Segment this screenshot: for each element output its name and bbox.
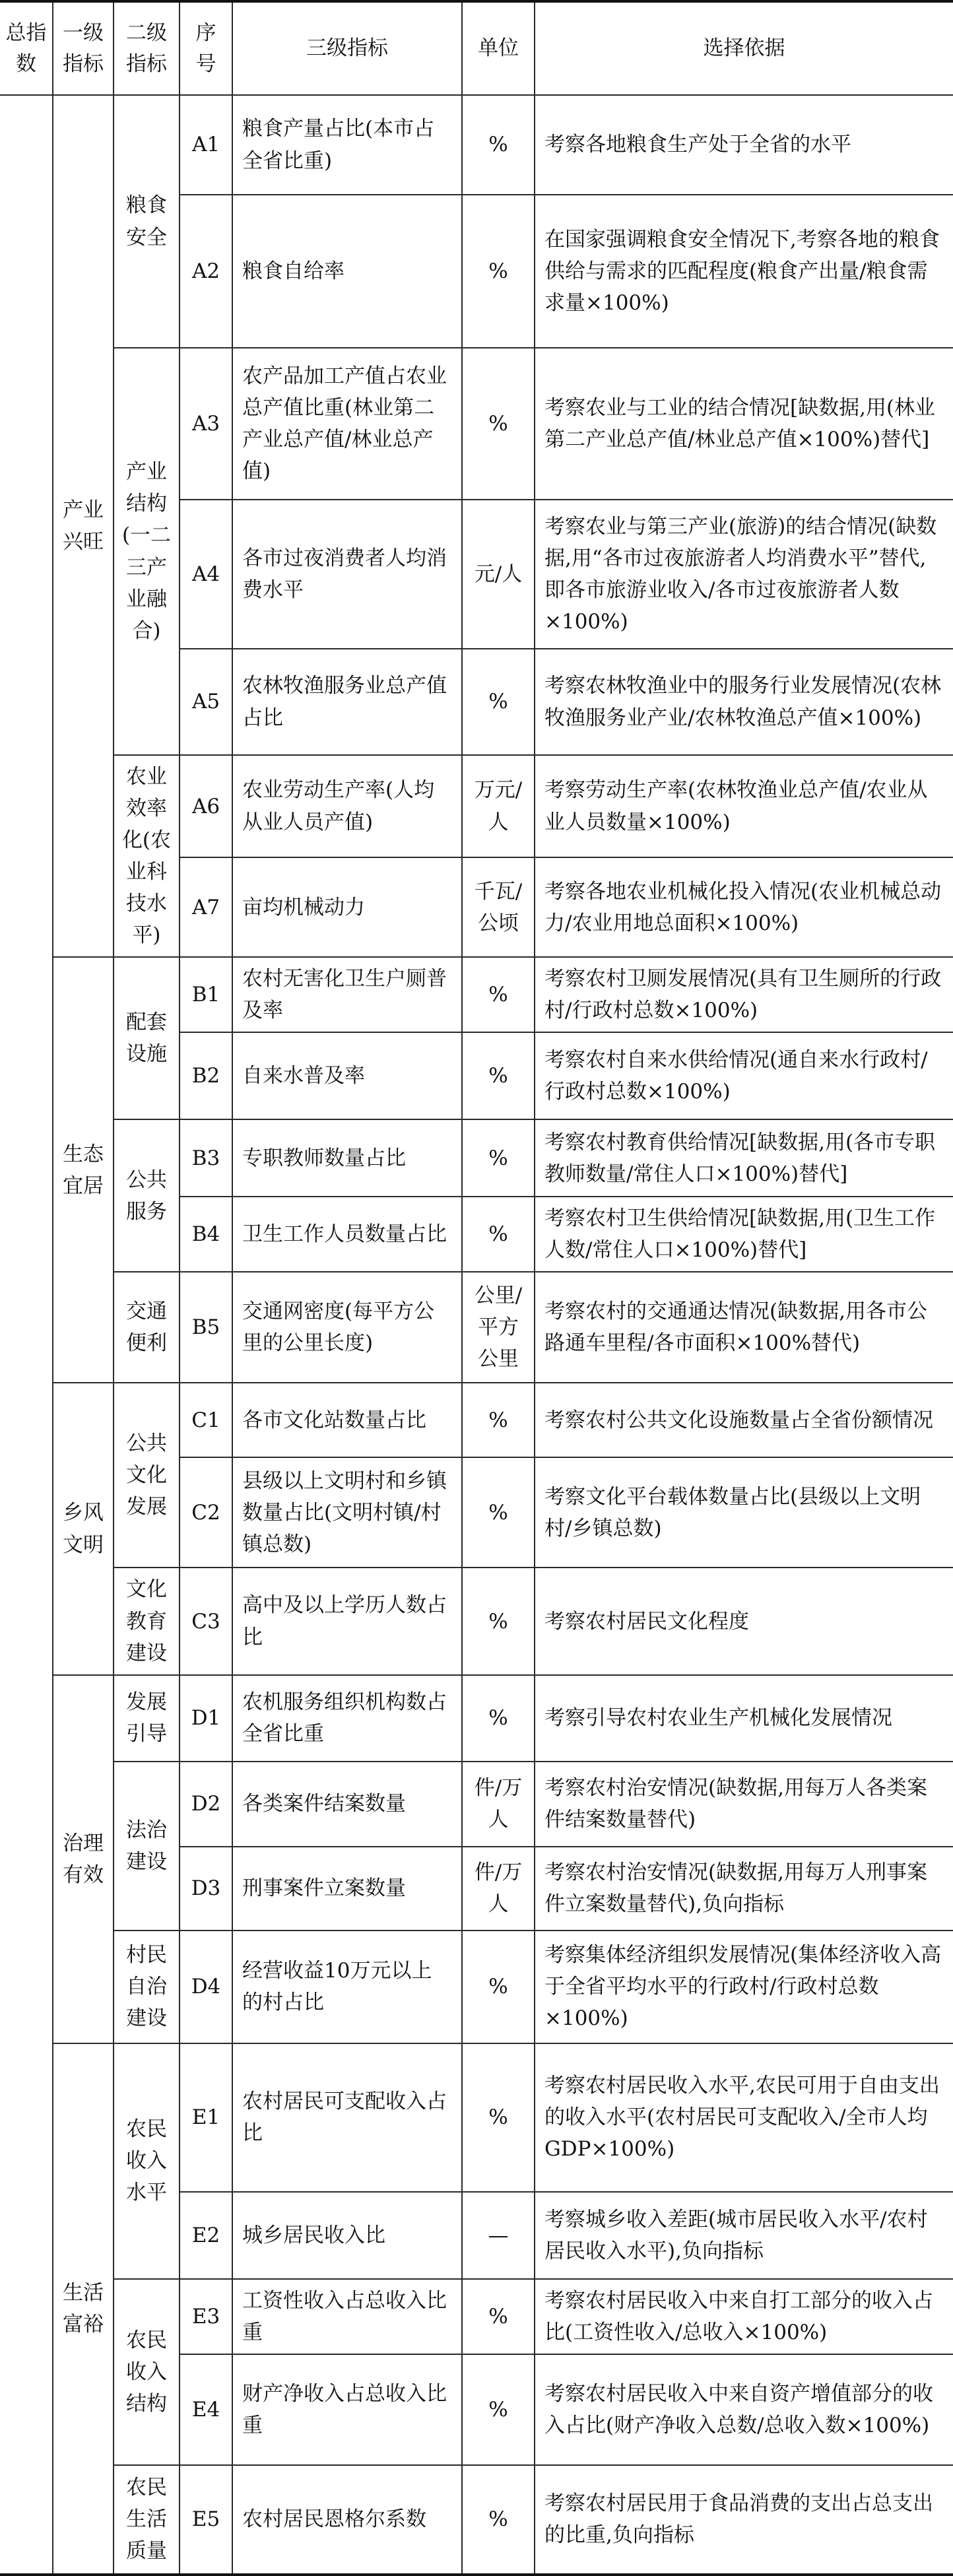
level2-cell: 交通便利: [114, 1272, 180, 1383]
header-level3: 三级指标: [232, 1, 462, 95]
unit-cell: 万元/人: [462, 755, 535, 857]
seq-cell: A7: [180, 857, 232, 957]
basis-cell: 考察各地农业机械化投入情况(农业机械总动力/农业用地总面积×100%): [535, 857, 953, 957]
basis-cell: 考察劳动生产率(农林牧渔业总产值/农业从业人员数量×100%): [535, 755, 953, 857]
table-row: [0, 348, 953, 500]
table-row: [0, 2465, 953, 2575]
header-basis: 选择依据: [535, 1, 953, 95]
level2-cell: 产业结构(一二三产业融合): [114, 348, 180, 755]
unit-cell: 件/万人: [462, 1762, 535, 1847]
level2-cell: 粮食安全: [114, 95, 180, 348]
unit-cell: —: [462, 2192, 535, 2279]
basis-cell: 考察农村的交通通达情况(缺数据,用各市公路通车里程/各市面积×100%替代): [535, 1272, 953, 1383]
level3-cell: 各市过夜消费者人均消费水平: [232, 500, 462, 649]
seq-cell: B2: [180, 1032, 232, 1119]
level3-cell: 农村居民恩格尔系数: [232, 2465, 462, 2575]
basis-cell: 考察农村自来水供给情况(通自来水行政村/行政村总数×100%): [535, 1032, 953, 1119]
table-row: [0, 755, 953, 857]
level3-cell: 亩均机械动力: [232, 857, 462, 957]
basis-cell: 考察农业与第三产业(旅游)的结合情况(缺数据,用“各市过夜旅游者人均消费水平”替代,即各市旅游业收入/各市过夜旅游者人数×100%): [535, 500, 953, 649]
level3-cell: 各市文化站数量占比: [232, 1383, 462, 1457]
level2-cell: 公共文化发展: [114, 1383, 180, 1568]
seq-cell: A1: [180, 95, 232, 195]
table-row: [0, 2043, 953, 2192]
basis-cell: 考察农村居民收入中来自打工部分的收入占比(工资性收入/总收入×100%): [535, 2279, 953, 2354]
unit-cell: 元/人: [462, 500, 535, 649]
basis-cell: 考察农村卫厕发展情况(具有卫生厕所的行政村/行政村总数×100%): [535, 957, 953, 1032]
unit-cell: %: [462, 1032, 535, 1119]
level3-cell: 高中及以上学历人数占比: [232, 1568, 462, 1674]
level3-cell: 农村无害化卫生户厕普及率: [232, 957, 462, 1032]
table-row: [0, 957, 953, 1032]
header-unit: 单位: [462, 1, 535, 95]
level3-cell: 县级以上文明村和乡镇数量占比(文明村镇/村镇总数): [232, 1457, 462, 1568]
level3-cell: 各类案件结案数量: [232, 1762, 462, 1847]
unit-cell: %: [462, 2043, 535, 2192]
seq-cell: B1: [180, 957, 232, 1032]
unit-cell: 件/万人: [462, 1847, 535, 1931]
level3-cell: 农产品加工产值占农业总产值比重(林业第二产业总产值/林业总产值): [232, 348, 462, 500]
basis-cell: 在国家强调粮食安全情况下,考察各地的粮食供给与需求的匹配程度(粮食产出量/粮食需求量×100%): [535, 195, 953, 348]
unit-cell: %: [462, 1675, 535, 1762]
basis-cell: 考察农村治安情况(缺数据,用每万人刑事案件立案数量替代),负向指标: [535, 1847, 953, 1931]
basis-cell: 考察农林牧渔业中的服务行业发展情况(农林牧渔服务业产业/农林牧渔总产值×100%): [535, 649, 953, 755]
seq-cell: B3: [180, 1119, 232, 1197]
basis-cell: 考察农村公共文化设施数量占全省份额情况: [535, 1383, 953, 1457]
table-row: [0, 1272, 953, 1383]
seq-cell: E3: [180, 2279, 232, 2354]
basis-cell: 考察农村居民文化程度: [535, 1568, 953, 1674]
seq-cell: A4: [180, 500, 232, 649]
level3-cell: 农林牧渔服务业总产值占比: [232, 649, 462, 755]
seq-cell: A3: [180, 348, 232, 500]
level2-cell: 发展引导: [114, 1675, 180, 1762]
seq-cell: C3: [180, 1568, 232, 1674]
seq-cell: A6: [180, 755, 232, 857]
unit-cell: %: [462, 1931, 535, 2043]
level2-cell: 村民自治建设: [114, 1931, 180, 2043]
level3-cell: 农村居民可支配收入占比: [232, 2043, 462, 2192]
total-index-cell: [0, 95, 53, 2575]
level3-cell: 工资性收入占总收入比重: [232, 2279, 462, 2354]
table-row: [0, 1675, 953, 1762]
level2-cell: 文化教育建设: [114, 1568, 180, 1674]
seq-cell: D3: [180, 1847, 232, 1931]
seq-cell: E2: [180, 2192, 232, 2279]
seq-cell: D4: [180, 1931, 232, 2043]
level2-cell: 法治建设: [114, 1762, 180, 1931]
seq-cell: E1: [180, 2043, 232, 2192]
level2-cell: 公共服务: [114, 1119, 180, 1272]
unit-cell: %: [462, 1383, 535, 1457]
unit-cell: %: [462, 957, 535, 1032]
level2-cell: 农民生活质量: [114, 2465, 180, 2575]
basis-cell: 考察引导农村农业生产机械化发展情况: [535, 1675, 953, 1762]
level3-cell: 专职教师数量占比: [232, 1119, 462, 1197]
level3-cell: 自来水普及率: [232, 1032, 462, 1119]
unit-cell: %: [462, 95, 535, 195]
level1-cell: 治理有效: [53, 1675, 114, 2043]
level2-cell: 农业效率化(农业科技水平): [114, 755, 180, 957]
unit-cell: %: [462, 1119, 535, 1197]
basis-cell: 考察城乡收入差距(城市居民收入水平/农村居民收入水平),负向指标: [535, 2192, 953, 2279]
table-row: [0, 1568, 953, 1674]
basis-cell: 考察农村居民收入水平,农民可用于自由支出的收入水平(农村居民可支配收入/全市人均GDP×100%): [535, 2043, 953, 2192]
level3-cell: 粮食自给率: [232, 195, 462, 348]
seq-cell: A5: [180, 649, 232, 755]
table-row: [0, 2279, 953, 2354]
unit-cell: %: [462, 348, 535, 500]
level2-cell: 配套设施: [114, 957, 180, 1119]
level3-cell: 交通网密度(每平方公里的公里长度): [232, 1272, 462, 1383]
header-row: [0, 1, 953, 95]
header-level1: 一级指标: [53, 1, 114, 95]
unit-cell: %: [462, 2354, 535, 2465]
unit-cell: %: [462, 2465, 535, 2575]
seq-cell: C2: [180, 1457, 232, 1568]
level3-cell: 卫生工作人员数量占比: [232, 1197, 462, 1272]
seq-cell: E4: [180, 2354, 232, 2465]
seq-cell: E5: [180, 2465, 232, 2575]
basis-cell: 考察农村治安情况(缺数据,用每万人各类案件结案数量替代): [535, 1762, 953, 1847]
level3-cell: 刑事案件立案数量: [232, 1847, 462, 1931]
level3-cell: 城乡居民收入比: [232, 2192, 462, 2279]
seq-cell: D1: [180, 1675, 232, 1762]
level3-cell: 粮食产量占比(本市占全省比重): [232, 95, 462, 195]
header-total-index: 总指数: [0, 1, 53, 95]
table-row: [0, 1119, 953, 1197]
seq-cell: D2: [180, 1762, 232, 1847]
basis-cell: 考察农村卫生供给情况[缺数据,用(卫生工作人数/常住人口×100%)替代]: [535, 1197, 953, 1272]
level2-cell: 农民收入水平: [114, 2043, 180, 2279]
unit-cell: %: [462, 2279, 535, 2354]
level3-cell: 经营收益10万元以上的村占比: [232, 1931, 462, 2043]
level1-cell: 乡风文明: [53, 1383, 114, 1674]
level3-cell: 农机服务组织机构数占全省比重: [232, 1675, 462, 1762]
level2-cell: 农民收入结构: [114, 2279, 180, 2465]
seq-cell: B5: [180, 1272, 232, 1383]
level1-cell: 生活富裕: [53, 2043, 114, 2575]
level3-cell: 财产净收入占总收入比重: [232, 2354, 462, 2465]
basis-cell: 考察各地粮食生产处于全省的水平: [535, 95, 953, 195]
level1-cell: 产业兴旺: [53, 95, 114, 957]
basis-cell: 考察农村居民收入中来自资产增值部分的收入占比(财产净收入总数/总收入数×100%): [535, 2354, 953, 2465]
unit-cell: %: [462, 1568, 535, 1674]
unit-cell: %: [462, 195, 535, 348]
unit-cell: 千瓦/公顷: [462, 857, 535, 957]
basis-cell: 考察农业与工业的结合情况[缺数据,用(林业第二产业总产值/林业总产值×100%)替代]: [535, 348, 953, 500]
basis-cell: 考察集体经济组织发展情况(集体经济收入高于全省平均水平的行政村/行政村总数×100%): [535, 1931, 953, 2043]
unit-cell: 公里/平方公里: [462, 1272, 535, 1383]
seq-cell: B4: [180, 1197, 232, 1272]
table-row: [0, 1762, 953, 1847]
level3-cell: 农业劳动生产率(人均从业人员产值): [232, 755, 462, 857]
level1-cell: 生态宜居: [53, 957, 114, 1383]
header-seq: 序号: [180, 1, 232, 95]
basis-cell: 考察农村教育供给情况[缺数据,用(各市专职教师数量/常住人口×100%)替代]: [535, 1119, 953, 1197]
table-row: [0, 1931, 953, 2043]
header-level2: 二级指标: [114, 1, 180, 95]
unit-cell: %: [462, 1457, 535, 1568]
basis-cell: 考察文化平台载体数量占比(县级以上文明村/乡镇总数): [535, 1457, 953, 1568]
table-row: [0, 1383, 953, 1457]
unit-cell: %: [462, 1197, 535, 1272]
seq-cell: A2: [180, 195, 232, 348]
table-row: [0, 95, 953, 195]
basis-cell: 考察农村居民用于食品消费的支出占总支出的比重,负向指标: [535, 2465, 953, 2575]
unit-cell: %: [462, 649, 535, 755]
seq-cell: C1: [180, 1383, 232, 1457]
